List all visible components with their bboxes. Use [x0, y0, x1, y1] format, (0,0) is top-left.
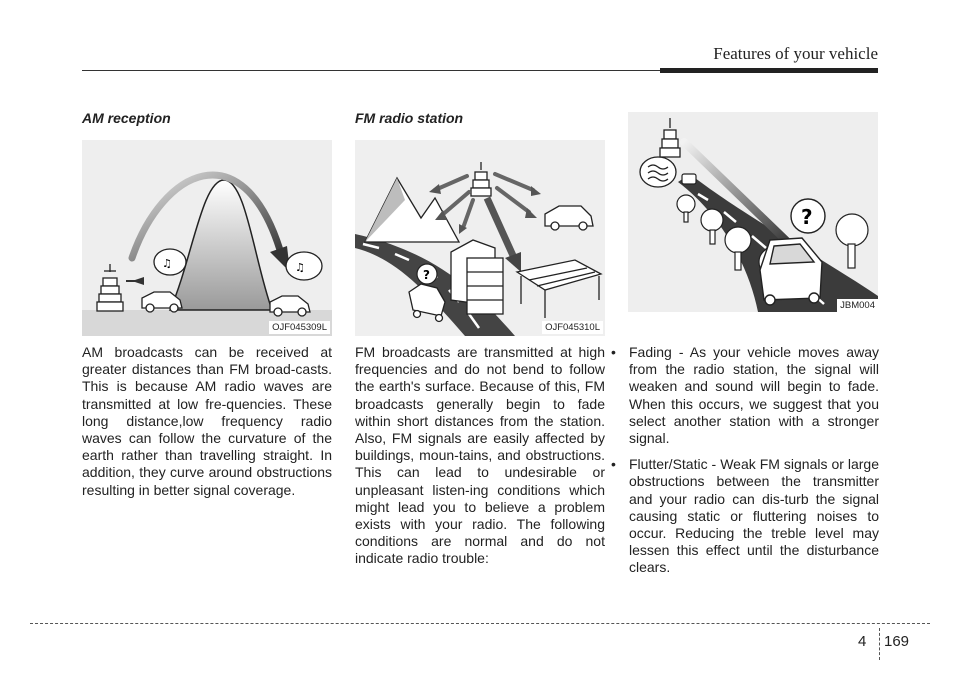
fading-figure [628, 112, 878, 312]
page-header-title: Features of your vehicle [713, 44, 878, 63]
page-number: 169 [884, 633, 910, 650]
footer-rule [30, 623, 930, 624]
figure-code-am: OJF045309L [269, 321, 330, 334]
svg-text:♫: ♫ [295, 261, 305, 274]
list-item-text: Fading - As your vehicle moves away from the radio station, the signal will weaken and sound will begin to fade. When this occurs, we suggest that you select another station with a stronger signal. [629, 344, 879, 447]
fm-station-illustration [355, 140, 605, 336]
fm-station-figure [355, 140, 605, 336]
fm-station-body: FM broadcasts are transmitted at high frequencies and do not bend to follow the earth's surface. Because of this, FM broadcasts generally begin to fade within short distances from the station. Also, FM signals are easily affected by buildings, moun-tains, and obstructions. This can lead to undesirable or unpleasant listen-ing conditions which might lead you to believe a problem exists with your radio. The following conditions are normal and do not indicate radio trouble: [355, 344, 605, 567]
header-rule-accent [660, 68, 878, 73]
bullet-mark: • [611, 456, 616, 473]
figure-code-jbm: JBM004 [837, 299, 878, 312]
am-reception-illustration [82, 140, 332, 336]
am-reception-body: AM broadcasts can be received at greater distances than FM broad-casts. This is because AM radio waves are transmitted at low fre-quencies. These long distance,low frequency radio waves can follow the curvature of the earth rather than travelling straight. In addition, they curve around obstructions resulting in better signal coverage. [82, 344, 332, 498]
svg-text:?: ? [801, 205, 813, 229]
svg-text:♫: ♫ [162, 257, 172, 270]
bullet-mark: • [611, 344, 616, 360]
figure-code-fm: OJF045310L [542, 321, 603, 334]
list-item-flutter-static [607, 456, 879, 576]
footer-divider [879, 628, 880, 660]
fading-illustration [628, 112, 878, 312]
radio-conditions-list [607, 344, 879, 586]
svg-text:?: ? [423, 268, 430, 282]
am-reception-heading: AM reception [82, 110, 171, 126]
list-item-text: Flutter/Static - Weak FM signals or large obstructions between the transmitter and your radio can dis-turb the signal causing static or fluttering noises to occur. Reducing the treble level may lessen this effect until the disturbance clears. [629, 456, 879, 576]
list-item-fading [607, 344, 879, 447]
am-reception-figure [82, 140, 332, 336]
fm-station-heading: FM radio station [355, 110, 464, 126]
chapter-number: 4 [858, 633, 867, 650]
